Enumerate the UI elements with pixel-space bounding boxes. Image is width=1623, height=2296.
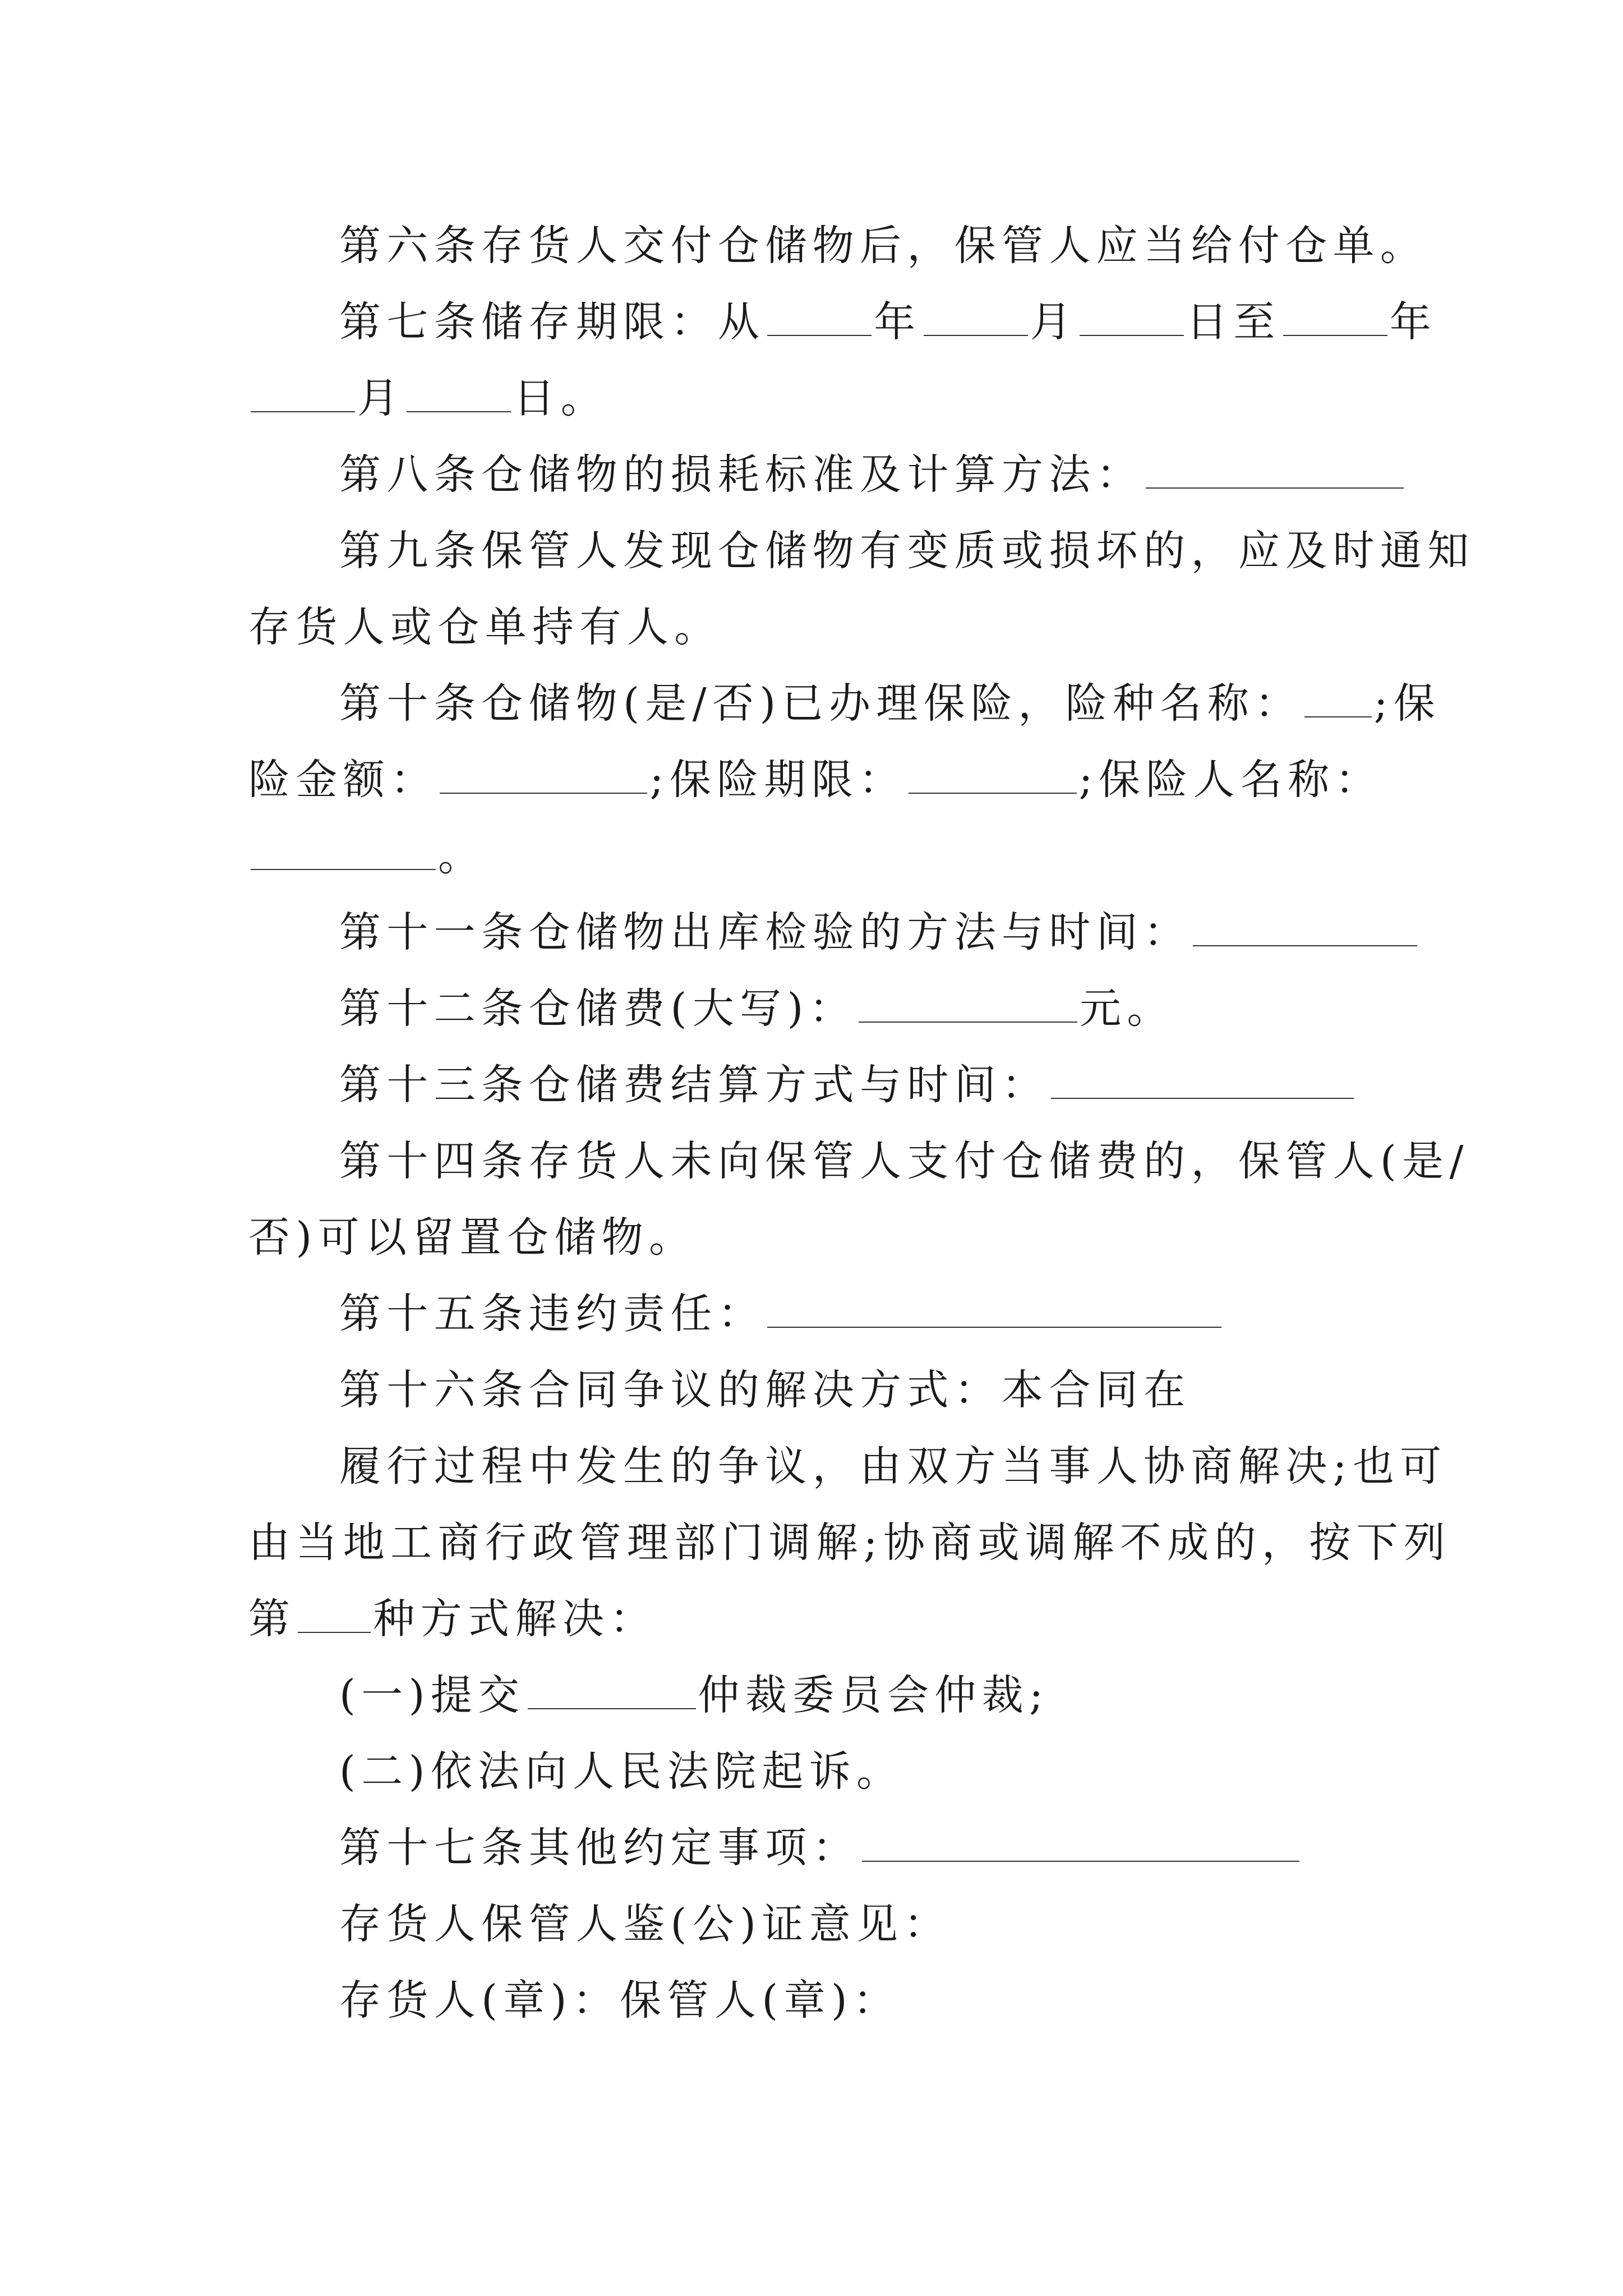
article-17-text: 第十七条其他约定事项：: [339, 1824, 860, 1872]
article-12-text: 第十二条仓储费(大写)：: [339, 984, 857, 1033]
liability-blank: [767, 1289, 1221, 1328]
article-10-text: 第十条仓储物(是/否)已办理保险，险种名称：: [339, 679, 1302, 728]
option-prefix: 第: [248, 1595, 296, 1643]
option-2-text: (二)依法向人民法院起诉。: [339, 1747, 904, 1796]
start-year-blank: [767, 297, 872, 336]
storage-fee-blank: [859, 983, 1077, 1023]
article-13-text: 第十三条仓储费结算方式与时间：: [339, 1061, 1049, 1109]
settlement-method-blank: [1051, 1060, 1354, 1099]
article-8-text: 第八条仓储物的损耗标准及计算方法：: [339, 450, 1144, 499]
end-month-blank: [251, 373, 355, 412]
seals-text: 存货人(章)：保管人(章)：: [339, 1976, 901, 2024]
article-6-text: 第六条存货人交付仓储物后，保管人应当给付仓单。: [339, 222, 1428, 270]
end-year-blank: [1283, 297, 1387, 336]
article-7-text: 第七条储存期限：从: [339, 298, 766, 346]
yuan-label: 元。: [1080, 984, 1174, 1033]
option-suffix: 种方式解决：: [373, 1595, 657, 1643]
article-16-text: 第十六条合同争议的解决方式：本合同在: [339, 1366, 1191, 1414]
day-label: 日。: [513, 374, 608, 422]
article-12: [248, 970, 1390, 1047]
article-17: [248, 1810, 1390, 1886]
article-6: [248, 208, 1428, 284]
year-label: 年: [1389, 298, 1437, 346]
period-mark: 。: [438, 832, 486, 880]
loss-standard-blank: [1146, 449, 1404, 489]
insurance-type-blank: [1304, 678, 1372, 717]
inspection-method-blank: [1193, 907, 1417, 946]
article-13: [248, 1047, 1390, 1123]
end-day-blank: [407, 373, 511, 412]
signature-seals: [248, 1962, 1390, 2039]
insurance-amount-blank: [440, 754, 647, 794]
option-number-blank: [298, 1594, 371, 1633]
year-label: 年: [874, 298, 921, 346]
article-14-text-2: 否)可以留置仓储物。: [248, 1213, 697, 1262]
article-9-text-2: 存货人或仓单持有人。: [248, 603, 722, 651]
article-7: [248, 284, 1437, 360]
insurer-name-blank: [251, 831, 436, 870]
option-1-text-2: 仲裁委员会仲裁;: [698, 1671, 1049, 1719]
article-9-continued: [248, 589, 1390, 665]
article-9: [248, 513, 1475, 589]
article-7-continued: [248, 360, 1390, 436]
article-10: [248, 665, 1441, 742]
start-month-blank: [924, 297, 1028, 336]
article-15-text: 第十五条违约责任：: [339, 1290, 766, 1338]
article-16-text-2: 履行过程中发生的争议，由双方当事人协商解决;也可: [339, 1442, 1447, 1490]
insurer-name-label: ;保险人名称：: [1078, 756, 1382, 804]
option-litigation: [248, 1733, 1390, 1810]
notary-opinion-text: 存货人保管人鉴(公)证意见：: [339, 1900, 951, 1948]
article-16-body-2: [248, 1504, 1451, 1581]
option-arbitration: [248, 1657, 1390, 1733]
article-11: [248, 894, 1390, 970]
day-to-label: 日至: [1186, 298, 1281, 346]
article-16-body: [248, 1428, 1447, 1504]
article-10-continued: [248, 742, 1390, 818]
arbitration-committee-blank: [528, 1670, 696, 1709]
contract-body: [248, 208, 1475, 2039]
article-16-body-3: [248, 1581, 1390, 1657]
insurance-amount-label: 险金额：: [248, 756, 438, 804]
article-14-text: 第十四条存货人未向保管人支付仓储费的，保管人(是/: [339, 1137, 1469, 1185]
article-10-end: [248, 818, 1390, 894]
start-day-blank: [1080, 297, 1184, 336]
article-14-continued: [248, 1199, 1390, 1276]
article-8: [248, 436, 1390, 513]
option-1-text: (一)提交: [339, 1671, 525, 1719]
month-label: 月: [1030, 298, 1077, 346]
article-11-text: 第十一条仓储物出库检验的方法与时间：: [339, 908, 1191, 956]
article-16-text-3: 由当地工商行政管理部门调解;协商或调解不成的，按下列: [248, 1519, 1451, 1567]
insurance-period-label: ;保险期限：: [649, 756, 906, 804]
other-matters-blank: [862, 1823, 1299, 1862]
month-label: 月: [357, 374, 405, 422]
article-15: [248, 1276, 1390, 1352]
insurance-period-blank: [909, 754, 1077, 794]
notary-opinion: [248, 1886, 1390, 1962]
article-14: [248, 1123, 1469, 1199]
article-10-text-2: ;保: [1373, 679, 1441, 728]
article-16: [248, 1352, 1390, 1428]
article-9-text: 第九条保管人发现仓储物有变质或损坏的，应及时通知: [339, 527, 1475, 575]
